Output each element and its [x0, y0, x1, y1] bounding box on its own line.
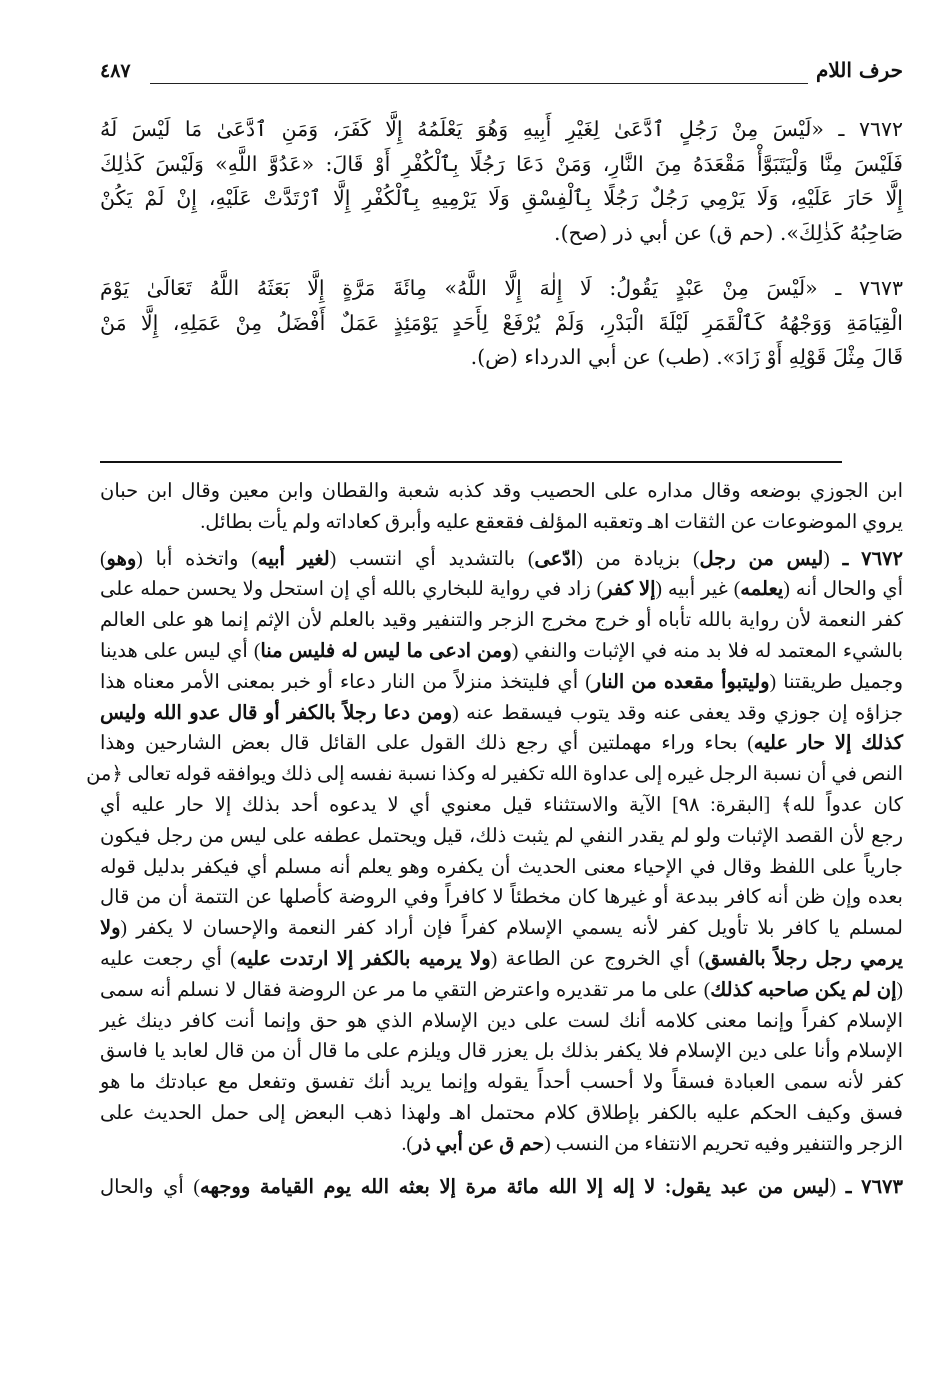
text-run: النص في أن نسبة الرجل غيره إلى عداوة الله تكفير له وكذا نسبة نفسه إلى ذلك ويوافقه قوله تعالى ﴿من [86, 764, 903, 786]
header-rule [150, 83, 808, 84]
text-run: رجع لأن القصد الإثبات ولو لم يقدر النفي لم يثبت ذلك، قيل ويحتمل عطفه على ليس من رجل فيكون [100, 825, 903, 847]
text-run: كان عدواً لله﴾ [البقرة: ٩٨] الآية والاستثناء قيل معنوي أي لا يدعوه أحد بذلك إلا حار عليه أي [100, 794, 903, 816]
page-number: ٤٨٧ [100, 60, 131, 82]
bold-quote: إلا كفر [603, 579, 656, 601]
commentary-line [100, 668, 903, 699]
commentary-line [100, 945, 903, 976]
hadith-line: فَلَيْسَ مِنَّا وَلْيَتَبَوَّأْ مَقْعَدَهُ مِنَ النَّارِ، وَمَنْ دَعَا رَجُلًا بِٱلْكُفْرِ أَوْ قَالَ: «عَدُوَّ اللَّهِ» وَلَيْسَ كَذٰلِكَ [100, 151, 903, 176]
hadith-paragraph [100, 271, 903, 375]
text-run: ( [896, 979, 903, 1001]
bold-quote: وليتبوأ مقعده من النار [591, 671, 770, 693]
hadith-line: الْقِيَامَةِ وَوَجْهُهُ كَٱلْقَمَرِ لَيْلَةَ الْبَدْرِ، وَلَمْ يُرْفَعْ لِأَحَدٍ يَوْمَئِذٍ عَمَلٌ أَفْضَلُ مِنْ عَمَلِهِ، إِلَّا مَنْ [100, 310, 903, 335]
text-run: ( [823, 548, 830, 570]
bold-quote: ليس من رجل [699, 548, 824, 570]
text-run: ) واتخذه أبا ( [136, 548, 258, 570]
text-run: ) أي فليتخذ منزلاً من النار دعاء أو خبر بمعنى الأمر معناه هذا [100, 671, 592, 693]
bold-quote: ومن ادعى ما ليس له فليس منا [260, 640, 512, 662]
text-run: الزجر والتنفير وفيه تحريم الانتفاء من النسب ( [544, 1133, 903, 1155]
bold-quote: حم ق عن أبي ذر [412, 1133, 545, 1155]
commentary-paragraph [86, 545, 904, 1161]
commentary-line [100, 914, 903, 945]
hadith-line: إِلَّا حَارَ عَلَيْهِ، وَلَا يَرْمِي رَجُلٌ رَجُلًا بِٱلْفِسْقِ وَلَا يَرْمِيهِ بِٱلْكُفْرِ إِلَّا ٱرْتَدَّتْ عَلَيْهِ، إِنْ لَمْ يَكُنْ [100, 186, 903, 210]
commentary-line [100, 699, 903, 730]
commentary-paragraph [100, 477, 903, 539]
text-run: أي والحال أنه ( [783, 579, 903, 601]
commentary-line [100, 1037, 903, 1068]
commentary-line [100, 508, 903, 539]
commentary-line [100, 883, 903, 914]
bold-quote: ولا [100, 918, 121, 940]
bold-quote: يرمي رجل رجلاً بالفسق [704, 948, 903, 970]
bold-quote: ادّعى [534, 548, 577, 570]
hadith-line: صَاحِبُهُ كَذٰلِكَ». (حم ق) عن أبي ذر (صح). [554, 220, 903, 245]
text-run: ) [100, 548, 107, 570]
running-header [100, 58, 903, 90]
text-run: ) غير أبيه ( [655, 579, 741, 601]
text-run: ) بزيادة من ( [576, 548, 700, 570]
bold-quote: كذلك إلا حار عليه [753, 733, 903, 755]
bold-quote: ومن دعا رجلاً بالكفر أو قال عدو الله وليس [100, 702, 453, 724]
text-run: ) بحاء وراء مهملتين أي رجع ذلك القول على القائل قال بعض الشارحين وهذا [100, 733, 754, 755]
text-run: بعده وإن ظن أنه كافر ببدعة أو غيرها كان مخطئاً لا كافراً وفي الروضة كأصلها عن التتمة أن من قال [100, 887, 903, 909]
bold-quote: وهو [106, 548, 137, 570]
hadith-paragraph [100, 112, 903, 250]
commentary [86, 477, 904, 1203]
text-run: جارياً على اللفظ وقال في الإحياء معنى الحديث أن يكفره وهو يعلم أنه مسلم أي فيكفر بدليل قوله [100, 856, 903, 878]
bold-quote: لغير أبيه [257, 548, 330, 570]
text-run: ) بالتشديد أي انتسب ( [329, 548, 535, 570]
text-run: فسق وكيف الحكم عليه بالكفر بإطلاق كلام محتمل اهـ ولهذا ذهب البعض إلى حمل الحديث على [100, 1102, 903, 1124]
commentary-line [100, 1173, 903, 1204]
text-run: بالشيء المعتمد له فلا بد منه في الإثبات والنفي ( [511, 640, 903, 662]
text-run: لمسلم يا كافر بلا تأويل كفر لأنه يسمي الإسلام كفراً فإن أراد كفر النعمة والإحسان لا يكفر ( [120, 918, 903, 940]
text-run: ). [401, 1133, 413, 1155]
text-run: الإسلام وأنا على دين الإسلام فلا يكفر بذلك بل يعزر قال ويلزم على ما قال أن من قال لعابد يا فاسق [100, 1041, 903, 1063]
commentary-line [100, 976, 903, 1007]
commentary-line [100, 1130, 903, 1161]
commentary-paragraph [100, 1173, 903, 1204]
bold-quote: يعلمه [740, 579, 784, 601]
bold-quote: ليس من عبد يقول: لا إله إلا الله مائة مرة إلا بعثه الله يوم القيامة ووجهه [199, 1176, 830, 1198]
bold-quote: ٧٦٧٣ ـ [836, 1176, 903, 1198]
hadith-text [100, 112, 903, 375]
text-run: ) أي والحال [100, 1176, 200, 1198]
text-run: جزاؤه إن جوزي وقد يعفى عنه وقد يتوب فيسقط عنه ( [452, 702, 903, 724]
bold-quote: إن لم يكن صاحبه كذلك [710, 979, 897, 1001]
commentary-line [100, 1007, 903, 1038]
text-run: ) زاد في رواية للبخاري بالله أي إن استحل ولا يحسن حمله على [100, 579, 604, 601]
commentary-line [100, 791, 903, 822]
bold-quote: ولا يرميه بالكفر إلا ارتدت عليه [236, 948, 491, 970]
bold-quote: ٧٦٧٢ ـ [829, 548, 904, 570]
text-run: وجميل طريقتنا ( [769, 671, 903, 693]
commentary-line [100, 822, 903, 853]
text-run: ( [829, 1176, 837, 1198]
commentary-line [100, 477, 903, 508]
commentary-line [100, 637, 903, 668]
commentary-line [100, 606, 903, 637]
hadith-line: ٧٦٧٣ ـ «لَيْسَ مِنْ عَبْدٍ يَقُولُ: لَا إِلٰهَ إِلَّا اللَّهُ» مِائَةَ مَرَّةٍ إِلَّا بَعَثَهُ اللَّهُ تَعَالَىٰ يَوْمَ [100, 276, 903, 300]
text-run: يروي الموضوعات عن الثقات اهـ وتعقبه المؤلف فقعقع عليه وأبرق كعاداته ولم يأت بطائل. [200, 511, 903, 533]
footnote-separator [100, 461, 842, 463]
text-run: ) أي رجعت عليه [100, 948, 237, 970]
commentary-line [100, 853, 903, 884]
text-run: ) أي الخروج عن الطاعة ( [490, 948, 705, 970]
hadith-line: قَالَ مِثْلَ قَوْلِهِ أَوْ زَادَ». (طب) عن أبي الدرداء (ض). [470, 345, 903, 369]
text-run: ابن الجوزي بوضعه وقال مداره على الحصيب وقد كذبه شعبة والقطان وابن معين وقال ابن حبان [100, 481, 903, 502]
commentary-line [100, 729, 903, 760]
commentary-line [86, 760, 903, 791]
commentary-line [100, 1068, 903, 1099]
hadith-line: ٧٦٧٢ ـ «لَيْسَ مِنْ رَجُلٍ ٱدَّعَىٰ لِغَيْرِ أَبِيهِ وَهُوَ يَعْلَمُهُ إِلَّا كَفَرَ، وَمَنِ ٱدَّعَىٰ مَا لَيْسَ لَهُ [100, 117, 903, 141]
commentary-line [100, 545, 903, 576]
text-run: كفر النعمة لأن رواية بالله تأباه أو خرج مخرج الزجر والتنفير وقيد بالعلم لأن الإثم إنما هو على العالم [100, 610, 903, 632]
text-run: كفر لأنه سمى العبادة فسقاً ولا أحسب أحداً يقوله وإنما يريد أنك تفسق وتفعل مع عبادتك ما هو [100, 1072, 903, 1094]
text-run: ) على ما مر تقديره واعترض التقي ما مر عن الروضة فقال لا نسلم أنه سمى [100, 979, 711, 1001]
text-run: الإسلام كفراً وإنما معنى كلامه أنك لست على دين الإسلام الذي هو حق وإنما أنت كافر دينك غير [100, 1010, 903, 1032]
text-run: ) أي ليس على هدينا [100, 640, 261, 662]
commentary-line [100, 1099, 903, 1130]
chapter-title: حرف اللام [815, 58, 903, 82]
commentary-line [100, 575, 903, 606]
